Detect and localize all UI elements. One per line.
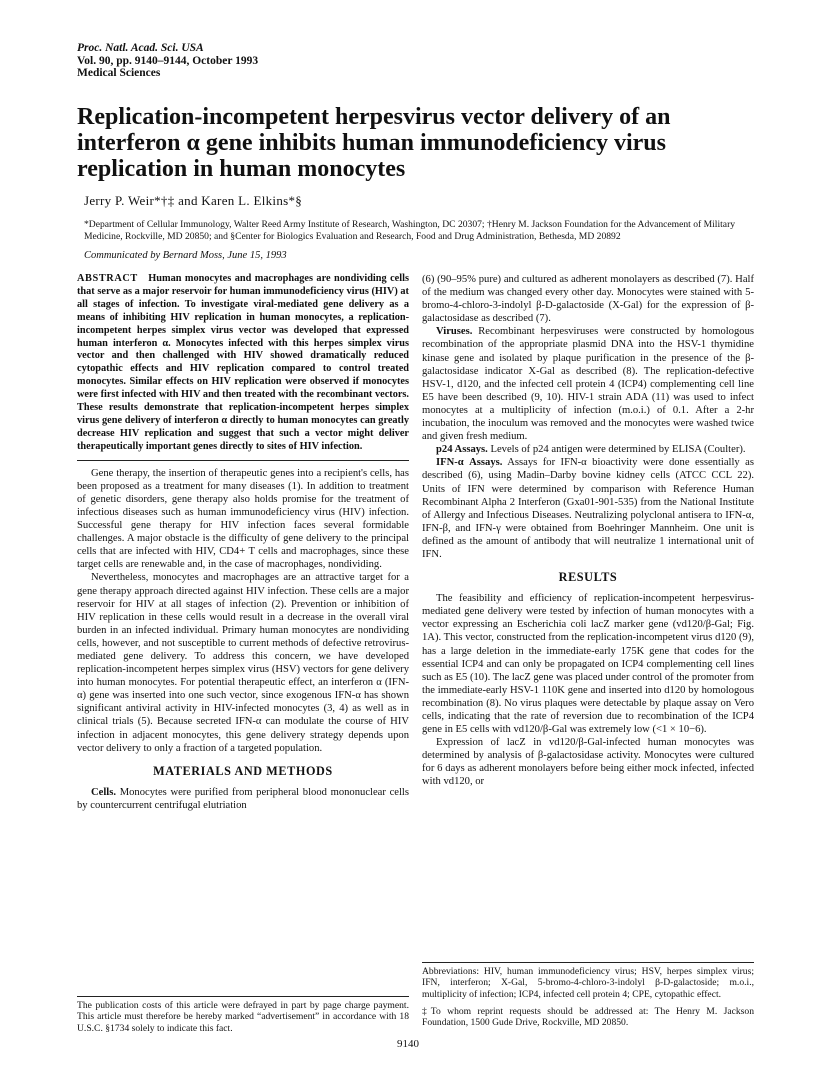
viruses-heading: Viruses. [436,326,473,338]
methods-heading: MATERIALS AND METHODS [153,763,333,778]
results-paragraph-1: The feasibility and efficiency of replication-incompetent herpesvirus-mediated gene delivery were tested by infection of human monocytes with a vector expressing an Escherichia coli lacZ marker gene (vd120/β-Gal; Fig. 1A). This vector, constructed from the replication-incompetent virus d120 (9), has a large deletion in the immediate-early 175K gene that codes for the essential ICP4 and can only be propagated on ICP4 complementing cell lines such as E5 (10). The lacZ gene was placed under control of the promoter from the immediate-early HSV-1 110K gene and inserted into d120 by homologous recombination (8). No virus plaques were detectable by plaque assay on Vero cells, indicating that the rate of reversion due to recombination of the ICP4 gene in E5 cells with vd120/β-Gal was extremely low (<1 × 10−6). [422,593,754,736]
page-number: 9140 [397,1038,419,1050]
results-heading: RESULTS [558,570,618,585]
abstract-label: ABSTRACT [77,273,138,284]
ifn-text: Assays for IFN-α bioactivity were done essentially as described (6), using Madin–Darby bovine kidney cells (ATCC CCL 22). Units of IFN were determined by comparison with Reference Human Recombinant Alpha 2 Interferon (Gxa01-901-535) from the National Institute of Allergy and Infectious Diseases. Neutralizing polyclonal antisera to IFN-α, IFN-β, and IFN-γ were obtained from Boehringer Mannheim. One unit is defined as the amount of antibody that will neutralize 1 international unit of IFN. [422,457,754,560]
author-line: Jerry P. Weir*†‡ and Karen L. Elkins*§ [84,193,303,208]
right-footnotes [422,966,754,1028]
intro-paragraph-1: Gene therapy, the insertion of therapeutic genes into a recipient's cells, has been proposed as a treatment for many diseases (1). In addition to treatment of genetic disorders, gene therapy also holds promise for the treatment of infectious diseases such as human immunodeficiency virus (HIV) infection. Successful gene therapy for HIV infection faces several formidable challenges. A major obstacle is the difficulty of gene delivery to the principal cells that are infected with HIV, CD4+ T cells and macrophages, since these target cells are renewable and, in the case of macrophages, nondividing. [77,467,409,571]
abstract [77,273,409,454]
section-label: Medical Sciences [77,67,161,79]
ifn-paragraph [422,456,754,561]
running-header [77,42,258,80]
article-title: Replication-incompetent herpesvirus vector delivery of an interferon α gene inhibits human immunodeficiency virus replication in human monocytes [77,104,671,182]
cells-paragraph [77,786,409,812]
viruses-paragraph [422,325,754,443]
cells-heading: Cells. [91,786,117,798]
p24-text: Levels of p24 antigen were determined by ELISA (Coulter). [490,444,746,456]
right-column [422,273,754,789]
p24-paragraph [422,443,754,456]
cells-continued: (6) (90–95% pure) and cultured as adherent monolayers as described (7). Half of the medium was changed every other day. Monocytes were stained with 5-bromo-4-chloro-3-indolyl β-D-galactoside (X-Gal) for the expression of β-galactosidase as described (7). [422,274,754,325]
cells-text: Monocytes were purified from peripheral blood mononuclear cells by countercurrent centrifugal elutriation [77,786,409,811]
journal-name: Proc. Natl. Acad. Sci. USA [77,42,204,54]
affiliations: *Department of Cellular Immunology, Walter Reed Army Institute of Research, Washington, DC 20307; †Henry M. Jackson Foundation for the Advancement of Military Medicine, Rockville, MD 20850; and §Center for Biologics Evaluation and Research, Food and Drug Administration, Bethesda, MD 20892 [84,219,736,242]
publication-cost-note: The publication costs of this article were defrayed in part by page charge payment. This article must therefore be hereby marked “advertisement” in accordance with 18 U.S.C. §1734 solely to indicate this fact. [77,1000,409,1034]
results-paragraph-2: Expression of lacZ in vd120/β-Gal-infected human monocytes was determined by analysis of β-galactosidase activity. Monocytes were cultured for 6 days as adherent monolayers before being either mock infected, infected with vd120, or [422,737,754,788]
ifn-heading: IFN-α Assays. [436,457,503,469]
right-footnote-divider [422,962,754,963]
volume-line: Vol. 90, pp. 9140–9144, October 1993 [77,54,259,67]
reprint-note: ‡To whom reprint requests should be addressed at: The Henry M. Jackson Foundation, 1500 Gude Drive, Rockville, MD 20850. [422,1005,754,1029]
viruses-text: Recombinant herpesviruses were constructed by homologous recombination of the appropriate plasmid DNA into the HSV-1 thymidine kinase gene and isolated by plaque purification in the presence of the β-galactosidase indicator X-Gal as described (8). The replication-defective HSV-1, d120, and the infected cell protein 4 (ICP4) complementing cell line E5 have been described (9, 10). HIV-1 strain ADA (11) was used to infect monocytes at a multiplicity of infection (m.o.i.) of 0.1. After a 2-hr incubation, the inoculum was removed and the monocytes were washed twice and given fresh medium. [422,326,754,443]
left-column [77,273,409,812]
p24-heading: p24 Assays. [436,444,488,456]
intro-paragraph-2: Nevertheless, monocytes and macrophages are an attractive target for a gene therapy approach directed against HIV infection. These cells are a major reservoir for HIV at all stages of infection (2). Prevention or inhibition of HIV replication in these cells would result in a decrease in the overall viral burden in an infected individual. Primary human monocytes are nondividing cells, however, and not susceptible to current methods of defective retrovirus-mediated gene delivery. To address this concern, we have developed replication-incompetent herpes simplex virus (HSV) vectors for gene delivery into human monocytes. For potential therapeutic effect, an interferon α (IFN-α) gene was inserted into one such vector, since exogenous IFN-α has shown significant antiviral activity in HIV-infected monocytes (3, 4) as well as in clinical trials (5). Because secreted IFN-α can modulate the course of HIV infection in adjacent monocytes, this gene delivery strategy depends upon vector delivery to only a fraction of a targeted population. [77,572,409,754]
abbreviations-note: Abbreviations: HIV, human immunodeficiency virus; HSV, herpes simplex virus; IFN, interferon; X-Gal, 5-bromo-4-chloro-3-indolyl β-D-galactoside; m.o.i., multiplicity of infection; ICP4, infected cell protein 4; CPE, cytopathic effect. [422,966,754,1000]
abstract-text: Human monocytes and macrophages are nondividing cells that serve as a major reservoir for human immunodeficiency virus (HIV) at all stages of infection. To investigate viral-mediated gene delivery as a means of inhibiting HIV replication in human monocytes, a replication-incompetent herpes simplex virus vector was developed that expressed human interferon α. Monocytes infected with this herpes simplex virus vector and then challenged with HIV showed dramatically reduced cytopathic effects and HIV replication compared to control treated monocytes. Similar effects on HIV replication were observed if monocytes were first infected with HIV and then treated with the recombinant vectors. These results demonstrate that replication-incompetent herpes simplex virus gene delivery of interferon α directly to human monocytes can greatly decrease HIV replication and suggest that such a vector might deliver therapeutically important genes directly to sites of HIV infection. [77,273,409,452]
abstract-divider [77,460,409,461]
left-footnote-divider [77,996,409,997]
communicated-line: Communicated by Bernard Moss, June 15, 1993 [84,250,287,261]
